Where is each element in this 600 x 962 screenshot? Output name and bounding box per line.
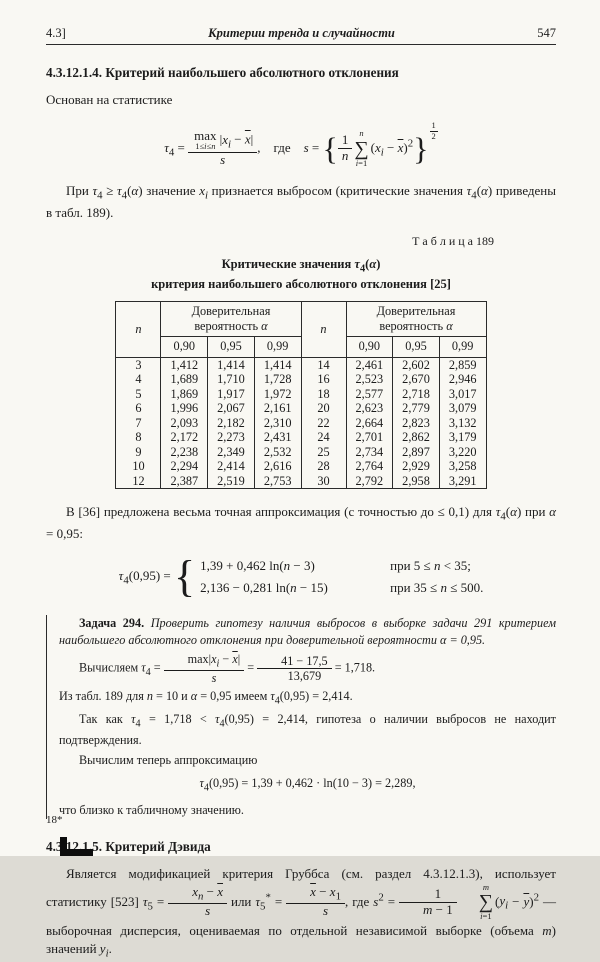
value-cell: 2,273 bbox=[208, 430, 255, 445]
value-cell: 1,412 bbox=[161, 357, 208, 372]
problem-approx-intro: Вычислим теперь аппроксимацию bbox=[79, 752, 258, 767]
value-cell: 2,862 bbox=[393, 430, 440, 445]
value-cell: 2,859 bbox=[439, 357, 486, 372]
table-row bbox=[116, 445, 486, 460]
value-cell: 1,710 bbox=[208, 372, 255, 387]
value-cell: 2,823 bbox=[393, 416, 440, 431]
value-cell: 2,461 bbox=[346, 357, 393, 372]
col-header-probability-right: Доверительная вероятность α bbox=[346, 301, 486, 337]
tau4-approximation-formula: $\tau_4(0,95)$ = { 1,39 + 0,462 ln(n − 3) при 5 ≤ n < 35; 2,136 − 0,281 ln(n − 15) при 35 ≤ n ≤ 500. bbox=[118, 552, 484, 602]
table-row bbox=[116, 401, 486, 416]
page-number: 547 bbox=[537, 26, 556, 40]
value-cell: 2,310 bbox=[254, 416, 301, 431]
scan-corner-artifact bbox=[60, 837, 93, 856]
value-cell: 2,161 bbox=[254, 401, 301, 416]
value-cell: 1,414 bbox=[208, 357, 255, 372]
value-cell: 3,220 bbox=[439, 445, 486, 460]
value-cell: 2,701 bbox=[346, 430, 393, 445]
problem-closing: что близко к табличному значению. bbox=[59, 802, 244, 817]
n-cell: 5 bbox=[116, 387, 161, 402]
n-cell: 9 bbox=[116, 445, 161, 460]
value-cell: 2,897 bbox=[393, 445, 440, 460]
col-subheader: 0,90 bbox=[346, 337, 393, 357]
value-cell: 2,929 bbox=[393, 459, 440, 474]
value-cell: 2,602 bbox=[393, 357, 440, 372]
table-row bbox=[116, 416, 486, 431]
value-cell: 1,869 bbox=[161, 387, 208, 402]
n-cell: 16 bbox=[301, 372, 346, 387]
value-cell: 2,577 bbox=[346, 387, 393, 402]
problem-294-block bbox=[46, 615, 556, 819]
value-cell: 1,917 bbox=[208, 387, 255, 402]
col-subheader: 0,95 bbox=[393, 337, 440, 357]
paragraph-outlier-rule: При $\tau_4 \ge \tau_4(\alpha)$ значение $x_i$ признается выбросом (критические значения $\tau_4(\alpha)$ приведены в табл. 189). bbox=[46, 183, 556, 221]
value-cell: 3,079 bbox=[439, 401, 486, 416]
value-cell: 3,179 bbox=[439, 430, 486, 445]
value-cell: 2,764 bbox=[346, 459, 393, 474]
value-cell: 1,972 bbox=[254, 387, 301, 402]
value-cell: 3,291 bbox=[439, 474, 486, 489]
value-cell: 2,753 bbox=[254, 474, 301, 489]
table-row bbox=[116, 357, 486, 372]
value-cell: 2,519 bbox=[208, 474, 255, 489]
n-cell: 14 bbox=[301, 357, 346, 372]
table-title-line1: Критические значения $\tau_4(\alpha)$ bbox=[221, 256, 381, 275]
value-cell: 2,182 bbox=[208, 416, 255, 431]
table-row bbox=[116, 387, 486, 402]
n-cell: 18 bbox=[301, 387, 346, 402]
intro-text: Основан на статистике bbox=[46, 92, 173, 107]
table-head bbox=[116, 301, 486, 357]
value-cell: 2,779 bbox=[393, 401, 440, 416]
table-label: Т а б л и ц а 189 bbox=[412, 233, 494, 248]
n-cell: 10 bbox=[116, 459, 161, 474]
value-cell: 2,172 bbox=[161, 430, 208, 445]
signature-mark: 18* bbox=[46, 814, 63, 826]
col-subheader: 0,90 bbox=[161, 337, 208, 357]
value-cell: 2,093 bbox=[161, 416, 208, 431]
col-subheader: 0,95 bbox=[208, 337, 255, 357]
value-cell: 2,523 bbox=[346, 372, 393, 387]
n-cell: 4 bbox=[116, 372, 161, 387]
problem-approx-formula: $\tau_4(0,95) = 1,39 + 0,462 \cdot \ln(10 - 3) = 2,289$, bbox=[199, 776, 416, 794]
problem-calculation: Вычисляем $\tau_4$ = $\frac{\max|x_i - \overline{x}|}{s}$ = $\frac{41 - 17,5}{13,679}$ = 1,718. bbox=[79, 651, 376, 685]
n-cell: 24 bbox=[301, 430, 346, 445]
value-cell: 3,017 bbox=[439, 387, 486, 402]
problem-conclusion: Так как $\tau_4 = 1,718 < \tau_4(0,95) = 2,414$, гипотеза о наличии выбросов не находит подтверждения. bbox=[59, 712, 556, 747]
col-subheader: 0,99 bbox=[254, 337, 301, 357]
value-cell: 2,431 bbox=[254, 430, 301, 445]
table-title-line2: критерия наибольшего абсолютного отклонения [25] bbox=[151, 277, 451, 292]
value-cell: 2,294 bbox=[161, 459, 208, 474]
value-cell: 2,616 bbox=[254, 459, 301, 474]
col-header-n-left: n bbox=[116, 301, 161, 357]
col-subheader: 0,99 bbox=[439, 337, 486, 357]
value-cell: 3,132 bbox=[439, 416, 486, 431]
value-cell: 2,414 bbox=[208, 459, 255, 474]
table-row bbox=[116, 459, 486, 474]
paragraph-david-criterion: Является модификацией критерия Груббса (см. раздел 4.3.12.1.3), использует статистику [523] $\tau_5$ = $\frac{x_n - \overline{x}}{s}$ или $\tau_5^*$ = $\frac{\overline{x} - x_1}{s}$ , где $s^2$ = $\frac{1}{m - 1}$ m ∑ i=1 $(y_i - \overline{y})^2$ — выборочная дисперсия, оцениваемая по отдельной независимой выборке (объема m) значений $y_i$. bbox=[46, 865, 556, 960]
n-cell: 20 bbox=[301, 401, 346, 416]
n-cell: 22 bbox=[301, 416, 346, 431]
value-cell: 2,958 bbox=[393, 474, 440, 489]
n-cell: 6 bbox=[116, 401, 161, 416]
value-cell: 2,349 bbox=[208, 445, 255, 460]
section-number: 4.3] bbox=[46, 26, 66, 40]
running-title: Критерии тренда и случайности bbox=[208, 26, 395, 40]
running-head bbox=[46, 26, 556, 45]
value-cell: 2,670 bbox=[393, 372, 440, 387]
problem-statement-line bbox=[59, 615, 556, 649]
critical-values-table bbox=[115, 301, 486, 490]
tau4-definition-formula: $\tau_4$ = max 1≤i≤n $|x_i - \overline{x}|$ s , где s = { $\frac{1}{n}$ n ∑ i=1 $(x_i - \overline{x})^2$} $\frac{1}{2}$ bbox=[164, 119, 436, 168]
n-cell: 7 bbox=[116, 416, 161, 431]
value-cell: 2,067 bbox=[208, 401, 255, 416]
value-cell: 2,734 bbox=[346, 445, 393, 460]
value-cell: 3,258 bbox=[439, 459, 486, 474]
value-cell: 2,623 bbox=[346, 401, 393, 416]
value-cell: 2,792 bbox=[346, 474, 393, 489]
value-cell: 1,996 bbox=[161, 401, 208, 416]
value-cell: 2,664 bbox=[346, 416, 393, 431]
n-cell: 8 bbox=[116, 430, 161, 445]
n-cell: 3 bbox=[116, 357, 161, 372]
table-row bbox=[116, 430, 486, 445]
value-cell: 1,689 bbox=[161, 372, 208, 387]
n-cell: 25 bbox=[301, 445, 346, 460]
paragraph-approximation: В [36] предложена весьма точная аппроксимация (с точностью до ≤ 0,1) для $\tau_4(\alpha)$ при α = 0,95: bbox=[46, 504, 556, 541]
n-cell: 12 bbox=[116, 474, 161, 489]
section-heading-4-3-12-1-4: 4.3.12.1.4. Критерий наибольшего абсолютного отклонения bbox=[46, 65, 399, 80]
table-header-row-1 bbox=[116, 301, 486, 337]
value-cell: 1,414 bbox=[254, 357, 301, 372]
col-header-n-right: n bbox=[301, 301, 346, 357]
n-cell: 30 bbox=[301, 474, 346, 489]
table-row bbox=[116, 474, 486, 489]
value-cell: 2,532 bbox=[254, 445, 301, 460]
problem-statement: Проверить гипотезу наличия выбросов в выборке задачи 291 критерием наибольшего абсолютного отклонения при доверительной вероятности α = 0,95. bbox=[59, 615, 557, 647]
value-cell: 2,387 bbox=[161, 474, 208, 489]
value-cell: 2,718 bbox=[393, 387, 440, 402]
problem-table-lookup: Из табл. 189 для n = 10 и α = 0,95 имеем $\tau_4(0,95) = 2,414$. bbox=[59, 688, 353, 707]
col-header-probability-left: Доверительная вероятность α bbox=[161, 301, 301, 337]
value-cell: 2,238 bbox=[161, 445, 208, 460]
problem-label: Задача 294. bbox=[79, 615, 145, 630]
table-row bbox=[116, 372, 486, 387]
n-cell: 28 bbox=[301, 459, 346, 474]
section-heading-4-3-12-1-5: 4.3.12.1.5. Критерий Дэвида bbox=[46, 838, 211, 854]
critical-values-table-body bbox=[116, 357, 486, 489]
value-cell: 1,728 bbox=[254, 372, 301, 387]
value-cell: 2,946 bbox=[439, 372, 486, 387]
